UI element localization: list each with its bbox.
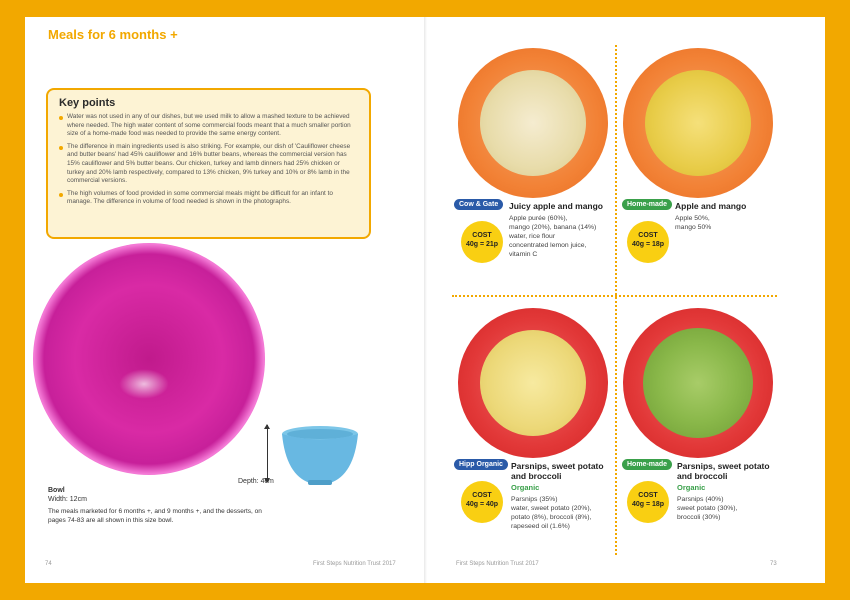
cost-label-4: COST <box>638 492 658 499</box>
brand-badge-home-made-2: Home-made <box>622 459 672 470</box>
page-number-right: 73 <box>770 561 777 567</box>
key-point-2: The difference in main ingredients used is also striking. For example, our dish of 'Cauliflower cheese and butter beans' had 45% cauliflower and 16% butter beans, whereas the commercial version has 15% cauliflower and 5% butter beans. Our chicken, turkey and lamb dinners had 25% chicken or turkey and 20% lamb respectively, compared to 13% chicken, 9% turkey and 10% or 8% lamb in the commercial versions. <box>59 143 358 186</box>
product-ingredients-4: Parsnips (40%) sweet potato (30%), broccoli (30%) <box>677 496 738 521</box>
key-point-3: The high volumes of food provided in some commercial meals might be difficult for an infant to manage. The difference in volume of food needed is shown in the photographs. <box>59 190 358 207</box>
plate-red-1 <box>458 308 608 458</box>
blue-bowl-photo <box>280 425 360 487</box>
product-name-1: Juicy apple and mango <box>509 201 603 211</box>
product-name-3: Parsnips, sweet potato and broccoli <box>511 461 604 481</box>
organic-label-4: Organic <box>677 483 706 492</box>
cost-value-2: 40g = 18p <box>631 241 665 248</box>
page-number-left: 74 <box>45 561 52 567</box>
brand-badge-cow-gate: Cow & Gate <box>454 199 503 210</box>
book-spine <box>424 17 427 583</box>
pink-bowl-photo <box>33 243 265 475</box>
bowl-info <box>48 486 87 504</box>
horizontal-divider <box>452 295 777 297</box>
product-ingredients-1: Apple purée (60%), mango (20%), banana (14%) water, rice flour concentrated lemon juice, vitamin C <box>509 215 597 258</box>
food-parsnip-broccoli-homemade <box>643 328 753 438</box>
product-name-4: Parsnips, sweet potato and broccoli <box>677 461 770 481</box>
cost-value-4: 40g = 18p <box>631 501 665 508</box>
food-apple-mango-homemade <box>645 70 751 176</box>
cost-label-1: COST <box>472 232 492 239</box>
cost-label-2: COST <box>638 232 658 239</box>
product-ingredients-3: Parsnips (35%) water, sweet potato (20%), potato (8%), broccoli (8%), rapeseed oil (1.6%) <box>511 496 592 530</box>
key-point-1: Water was not used in any of our dishes, but we used milk to allow a mashed texture to be achieved where needed. The high water content of some commercial foods meant that a much smaller portion size of a home-made food was needed to provide the same energy content. <box>59 113 358 139</box>
food-parsnip-puree <box>480 330 586 436</box>
food-apple-mango-puree <box>480 70 586 176</box>
brand-badge-hipp-organic: Hipp Organic <box>454 459 508 470</box>
cost-badge-1 <box>461 221 503 263</box>
brand-badge-home-made-1: Home-made <box>622 199 672 210</box>
key-points-box <box>46 88 371 239</box>
footer-left: First Steps Nutrition Trust 2017 <box>313 561 396 567</box>
product-name-2: Apple and mango <box>675 201 747 211</box>
depth-label: Depth: 4cm <box>238 478 274 485</box>
cost-value-3: 40g = 40p <box>465 501 499 508</box>
plate-orange-2 <box>623 48 773 198</box>
key-points-heading: Key points <box>59 97 116 109</box>
cost-badge-3 <box>461 481 503 523</box>
bowl-description: The meals marketed for 6 months +, and 9 months +, and the desserts, on pages 74-83 are all shown in this size bowl. <box>48 508 262 524</box>
bowl-label: Bowl <box>48 487 65 494</box>
bowl-width: Width: 12cm <box>48 496 87 503</box>
page-title: Meals for 6 months + <box>48 27 178 42</box>
plate-red-2 <box>623 308 773 458</box>
cost-value-1: 40g = 21p <box>465 241 499 248</box>
organic-label-3: Organic <box>511 483 540 492</box>
product-ingredients-2: Apple 50%, mango 50% <box>675 215 712 231</box>
depth-arrow <box>267 425 268 482</box>
cost-label-3: COST <box>472 492 492 499</box>
footer-right: First Steps Nutrition Trust 2017 <box>456 561 539 567</box>
plate-orange-1 <box>458 48 608 198</box>
cost-badge-4 <box>627 481 669 523</box>
vertical-divider <box>615 45 617 555</box>
cost-badge-2 <box>627 221 669 263</box>
